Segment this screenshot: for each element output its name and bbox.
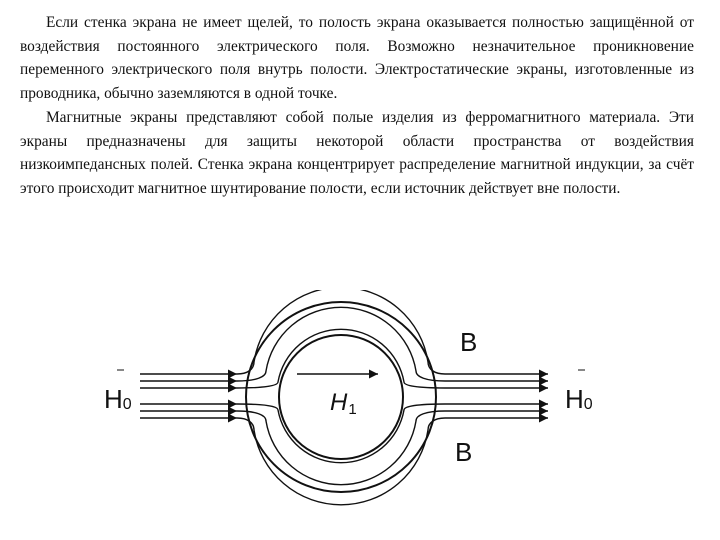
h1-label: H1 <box>330 389 357 418</box>
text-block <box>20 11 694 200</box>
h0-left-label: H0 <box>104 384 132 414</box>
b-bottom-label: B <box>455 437 473 467</box>
field-line-wall-top-3 <box>237 329 445 388</box>
h0-right-label: H0 <box>565 384 593 414</box>
paragraph-magnetic: Магнитные экраны представляют собой полые изделия из ферромагнитного материала. Эти экраны предназначены для защиты некоторой области пространства от воздействия низкоимпедансных полей. Стенка экрана концентрирует распределение магнитной индукции, за счёт этого происходит магнитное шунтирование полости, если источник действует вне полости. <box>20 109 694 197</box>
paragraph-electrostatic: Если стенка экрана не имеет щелей, то полость экрана оказывается полностью защищённой от воздействия постоянного электрического поля. Возможно незначительное проникновение переменного электрического поля внутрь полости. Электростатические экраны, изготовленные из проводника, обычно заземляются в одной точке. <box>20 14 694 102</box>
field-line-wall-top-2 <box>237 307 445 381</box>
b-top-label: B <box>460 327 478 357</box>
magnetic-shield-diagram <box>0 290 720 540</box>
field-line-wall-bottom-2 <box>237 411 445 485</box>
